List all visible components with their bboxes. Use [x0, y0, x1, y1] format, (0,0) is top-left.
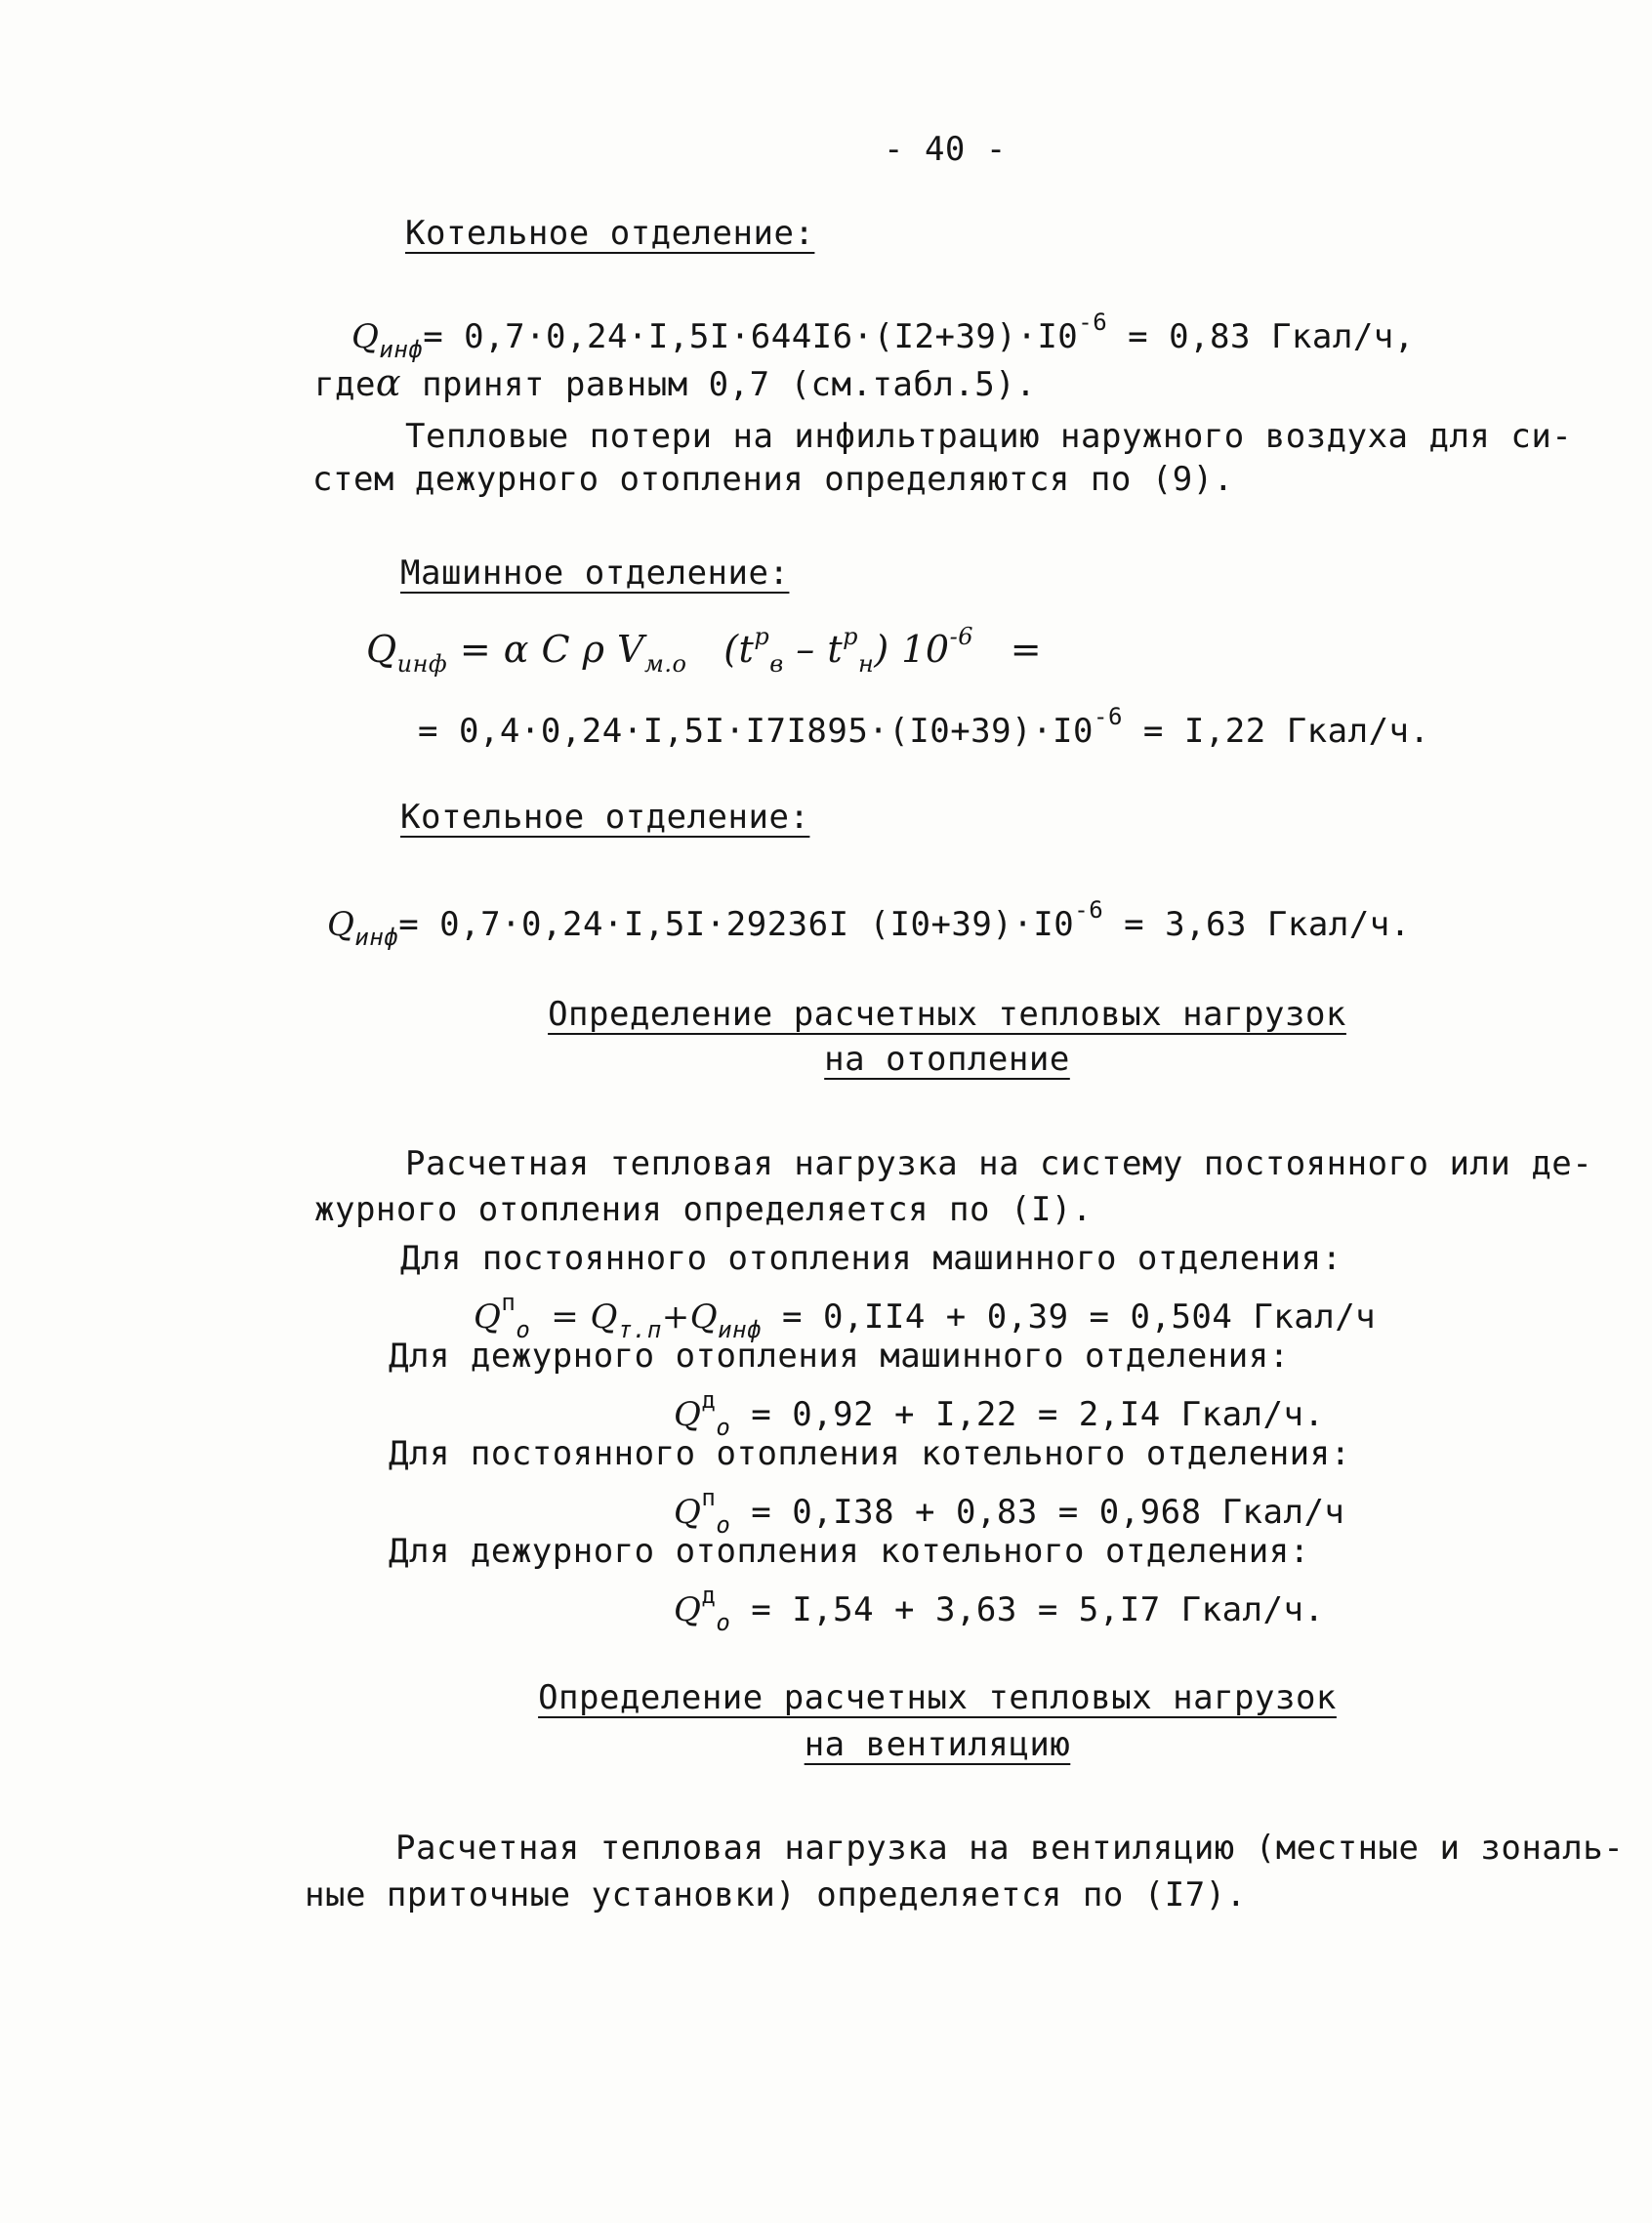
formula-permanent-boiler	[674, 1486, 1344, 1537]
section-heading-boiler-room-1: Котельное отделение:	[405, 214, 815, 253]
formula-sup: д	[701, 1386, 717, 1414]
formula-engine-infiltration-general	[366, 625, 1042, 676]
formula-engine-infiltration-numeric	[418, 703, 1430, 751]
paragraph-infiltration-line-2: стем дежурного отопления определяются по (9).	[312, 460, 1234, 499]
formula-minus-t: – t	[796, 628, 844, 671]
formula-close: ) 10	[874, 628, 950, 671]
heading-ventilation-loads-line-1: Определение расчетных тепловых нагрузок	[538, 1678, 1337, 1717]
paragraph-ventilation-line-2: ные приточные установки) определяется по (I7).	[305, 1875, 1247, 1914]
formula-tb-sub: в	[769, 650, 784, 678]
formula-result: = 0,83 Гкал/ч,	[1128, 317, 1415, 356]
formula-duty-engine	[674, 1388, 1324, 1439]
formula-q-symbol: Q	[674, 1395, 702, 1434]
formula-body: = α C ρ V	[459, 628, 644, 671]
paragraph-heating-line-2: журного отопления определяется по (I).	[314, 1190, 1093, 1229]
formula-tn-sub: н	[858, 650, 875, 678]
formula-permanent-engine	[474, 1291, 1376, 1341]
formula-q-inf: +Q	[661, 1297, 719, 1337]
formula-sub: о	[716, 1609, 731, 1636]
formula-body: = 0,7·0,24·I,5I·29236I (I0+39)·I0	[398, 905, 1075, 944]
formula-result: = I,54 + 3,63 = 5,I7 Гкал/ч.	[751, 1590, 1325, 1629]
formula-result: = 3,63 Гкал/ч.	[1124, 905, 1411, 944]
formula-exponent: -6	[1094, 703, 1123, 730]
formula-exponent: -6	[949, 623, 973, 650]
formula-boiler-infiltration-1	[351, 310, 1415, 361]
formula-q-symbol: Q	[674, 1493, 702, 1532]
page-number: - 40 -	[884, 130, 1007, 169]
section-heading-engine-room: Машинное отделение:	[400, 554, 790, 593]
where-word: где	[314, 365, 376, 404]
formula-q-symbol: Q	[474, 1297, 502, 1337]
formula-sub-tp: т.п	[617, 1316, 662, 1343]
formula-t-open: (t	[723, 628, 755, 671]
heading-ventilation-loads-line-2: на вентиляцию	[804, 1725, 1071, 1764]
formula-tn-sup: р	[843, 623, 859, 650]
formula-v-subscript: м.о	[644, 650, 687, 678]
formula-tb-sup: р	[754, 623, 770, 650]
formula-sup: д	[701, 1582, 717, 1609]
formula-q-symbol: Q	[327, 905, 355, 944]
formula-sub: о	[516, 1316, 531, 1343]
formula-result: = I,22 Гкал/ч.	[1142, 712, 1430, 751]
formula-sup: п	[501, 1289, 516, 1316]
formula-duty-boiler	[674, 1584, 1324, 1634]
alpha-symbol: α	[375, 361, 402, 404]
formula-exponent: -6	[1078, 309, 1108, 336]
label-permanent-boiler: Для постоянного отопления котельного отделения:	[389, 1434, 1351, 1473]
label-duty-engine: Для дежурного отопления машинного отделения:	[389, 1337, 1290, 1376]
paragraph-ventilation-line-1: Расчетная тепловая нагрузка на вентиляцию (местные и зональ-	[395, 1829, 1625, 1868]
paragraph-infiltration-line-1: Тепловые потери на инфильтрацию наружного воздуха для си-	[405, 417, 1573, 456]
label-duty-boiler: Для дежурного отопления котельного отделения:	[389, 1532, 1310, 1571]
formula-exponent: -6	[1074, 896, 1104, 924]
formula-subscript: инф	[379, 336, 424, 363]
formula-q-symbol: Q	[351, 317, 380, 356]
formula-sup: п	[701, 1484, 717, 1511]
heading-heating-loads-line-1: Определение расчетных тепловых нагрузок	[548, 995, 1346, 1034]
formula-q-symbol: Q	[674, 1590, 702, 1629]
formula-boiler-infiltration-2	[327, 898, 1411, 949]
section-heading-boiler-room-2: Котельное отделение:	[400, 798, 810, 837]
formula-q-tp: = Q	[551, 1297, 618, 1337]
formula-note-alpha	[314, 361, 1037, 404]
formula-body: = 0,4·0,24·I,5I·I7I895·(I0+39)·I0	[418, 712, 1094, 751]
where-rest: принят равным 0,7 (см.табл.5).	[422, 365, 1037, 404]
formula-result: = 0,92 + I,22 = 2,I4 Гкал/ч.	[751, 1395, 1325, 1434]
formula-q-symbol: Q	[366, 628, 397, 671]
formula-equals: =	[1010, 628, 1043, 671]
label-permanent-engine: Для постоянного отопления машинного отделения:	[400, 1239, 1342, 1278]
formula-result: = 0,II4 + 0,39 = 0,504 Гкал/ч	[782, 1297, 1377, 1337]
formula-body: = 0,7·0,24·I,5I·644I6·(I2+39)·I0	[423, 317, 1079, 356]
formula-sub: о	[716, 1414, 731, 1441]
formula-sub: о	[716, 1511, 731, 1539]
formula-subscript: инф	[354, 924, 399, 951]
formula-sub-inf: инф	[718, 1316, 763, 1343]
paragraph-heating-line-1: Расчетная тепловая нагрузка на систему постоянного или де-	[405, 1144, 1593, 1183]
formula-result: = 0,I38 + 0,83 = 0,968 Гкал/ч	[751, 1493, 1345, 1532]
formula-subscript: инф	[396, 650, 448, 678]
heading-heating-loads-line-2: на отопление	[824, 1040, 1070, 1079]
